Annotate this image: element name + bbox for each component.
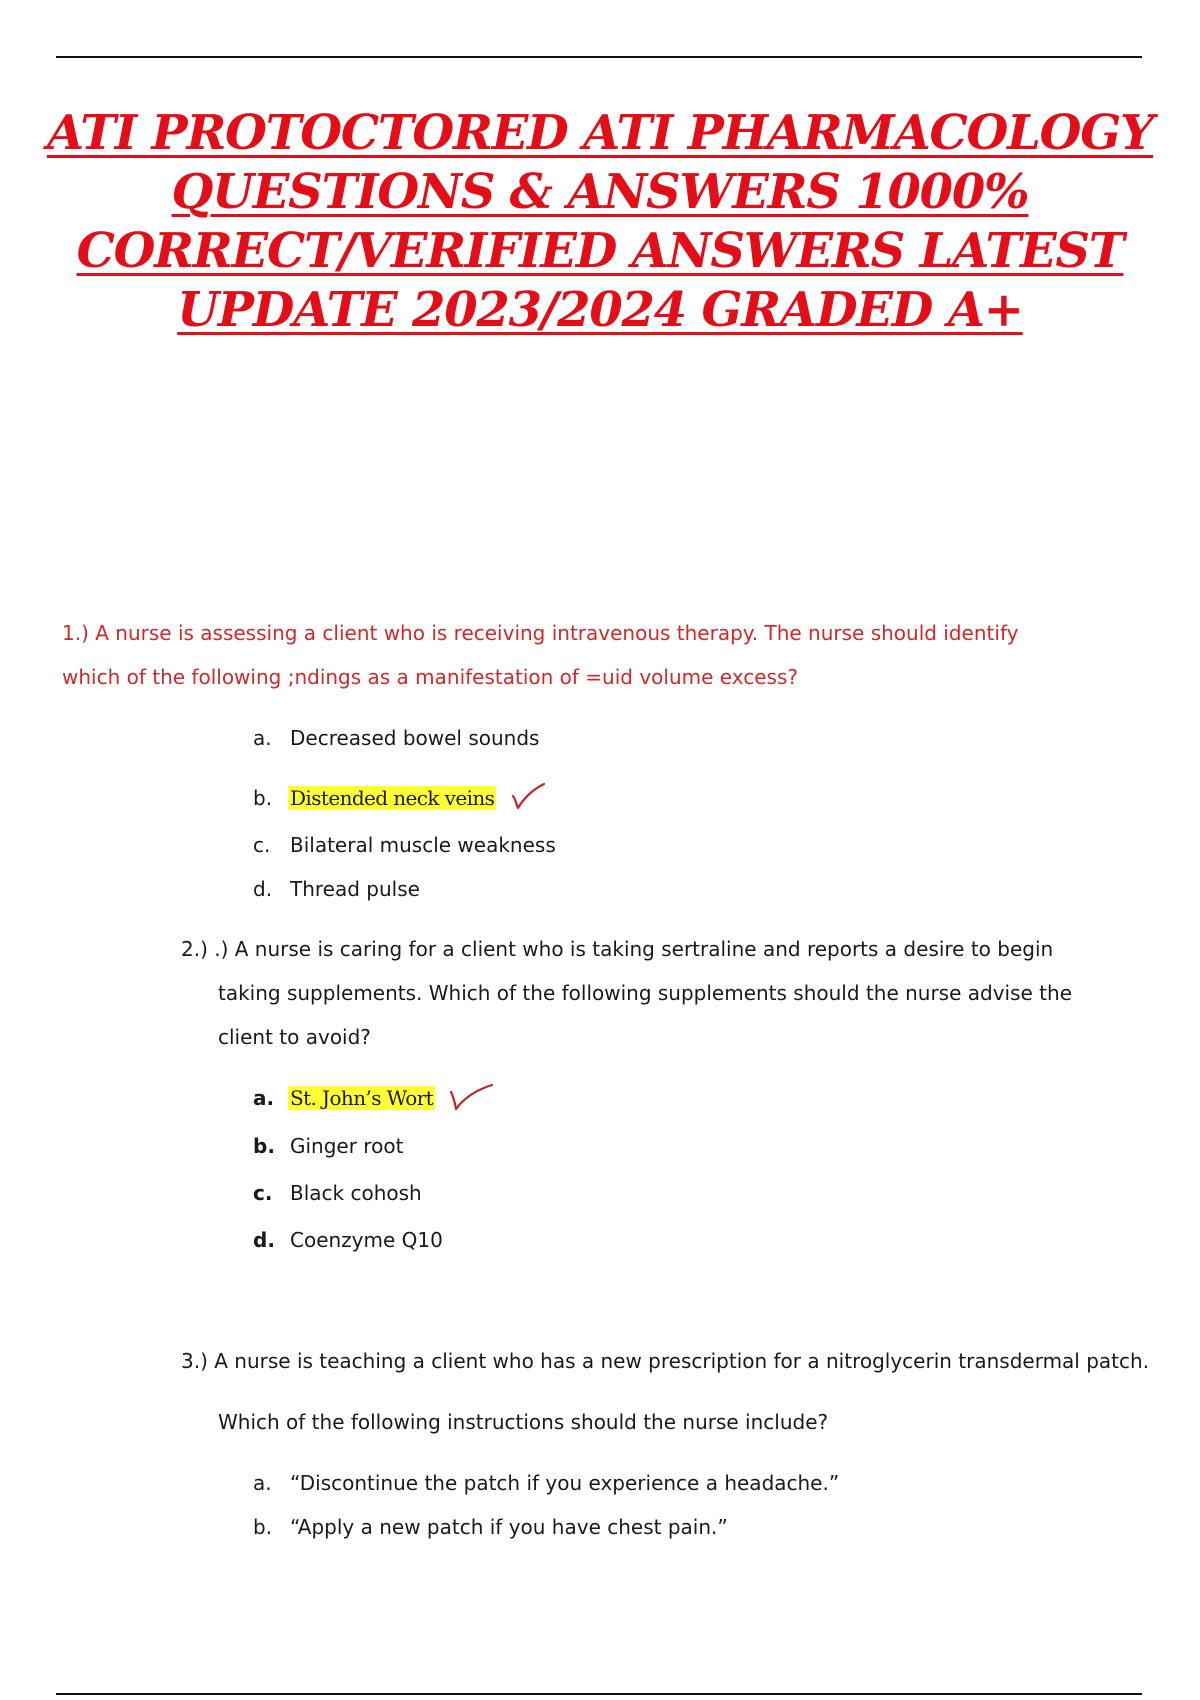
option-letter: b. (253, 1515, 273, 1539)
question-3-text: Which of the following instructions should the nurse include? (218, 1410, 829, 1434)
title-line: QUESTIONS & ANSWERS 1000% (171, 164, 1029, 220)
question-2-text: client to avoid? (218, 1025, 371, 1049)
option-text: “Apply a new patch if you have chest pain.” (290, 1515, 728, 1539)
title-line: CORRECT/VERIFIED ANSWERS LATEST (76, 223, 1124, 279)
option-text: Decreased bowel sounds (290, 726, 540, 750)
option-text: “Discontinue the patch if you experience a headache.” (290, 1471, 840, 1495)
title-line: UPDATE 2023/2024 GRADED A+ (177, 282, 1023, 338)
option-letter: d. (253, 877, 273, 901)
top-rule (56, 56, 1142, 58)
question-1-text: 1.) A nurse is assessing a client who is receiving intravenous therapy. The nurse should identify (62, 621, 1019, 645)
option-letter: c. (253, 1181, 273, 1205)
option-text-correct (288, 785, 496, 811)
check-mark-icon (510, 782, 546, 812)
question-3-text: 3.) A nurse is teaching a client who has a new prescription for a nitroglycerin transdermal patch. (181, 1349, 1150, 1373)
option-letter: a. (253, 726, 272, 750)
option-letter: b. (253, 786, 273, 810)
option-letter: d. (253, 1228, 275, 1252)
check-mark-icon (448, 1082, 494, 1112)
correct-answer-highlight: Distended neck veins (290, 786, 495, 810)
option-letter: a. (253, 1086, 275, 1110)
option-letter: b. (253, 1134, 275, 1158)
question-1-text: which of the following ;ndings as a manifestation of =uid volume excess? (62, 665, 798, 689)
title-line: ATI PROTOCTORED ATI PHARMACOLOGY (46, 105, 1154, 161)
option-text: Black cohosh (290, 1181, 422, 1205)
bottom-rule (56, 1693, 1142, 1695)
document-title (40, 104, 1160, 340)
correct-answer-highlight: St. John’s Wort (290, 1086, 434, 1110)
option-text: Coenzyme Q10 (290, 1228, 443, 1252)
option-letter: c. (253, 833, 271, 857)
option-text-correct (288, 1085, 435, 1111)
question-2-text: 2.) .) A nurse is caring for a client who is taking sertraline and reports a desire to begin (181, 937, 1054, 961)
option-text: Thread pulse (290, 877, 420, 901)
option-letter: a. (253, 1471, 272, 1495)
option-text: Bilateral muscle weakness (290, 833, 556, 857)
question-2-text: taking supplements. Which of the following supplements should the nurse advise the (218, 981, 1073, 1005)
option-text: Ginger root (290, 1134, 404, 1158)
